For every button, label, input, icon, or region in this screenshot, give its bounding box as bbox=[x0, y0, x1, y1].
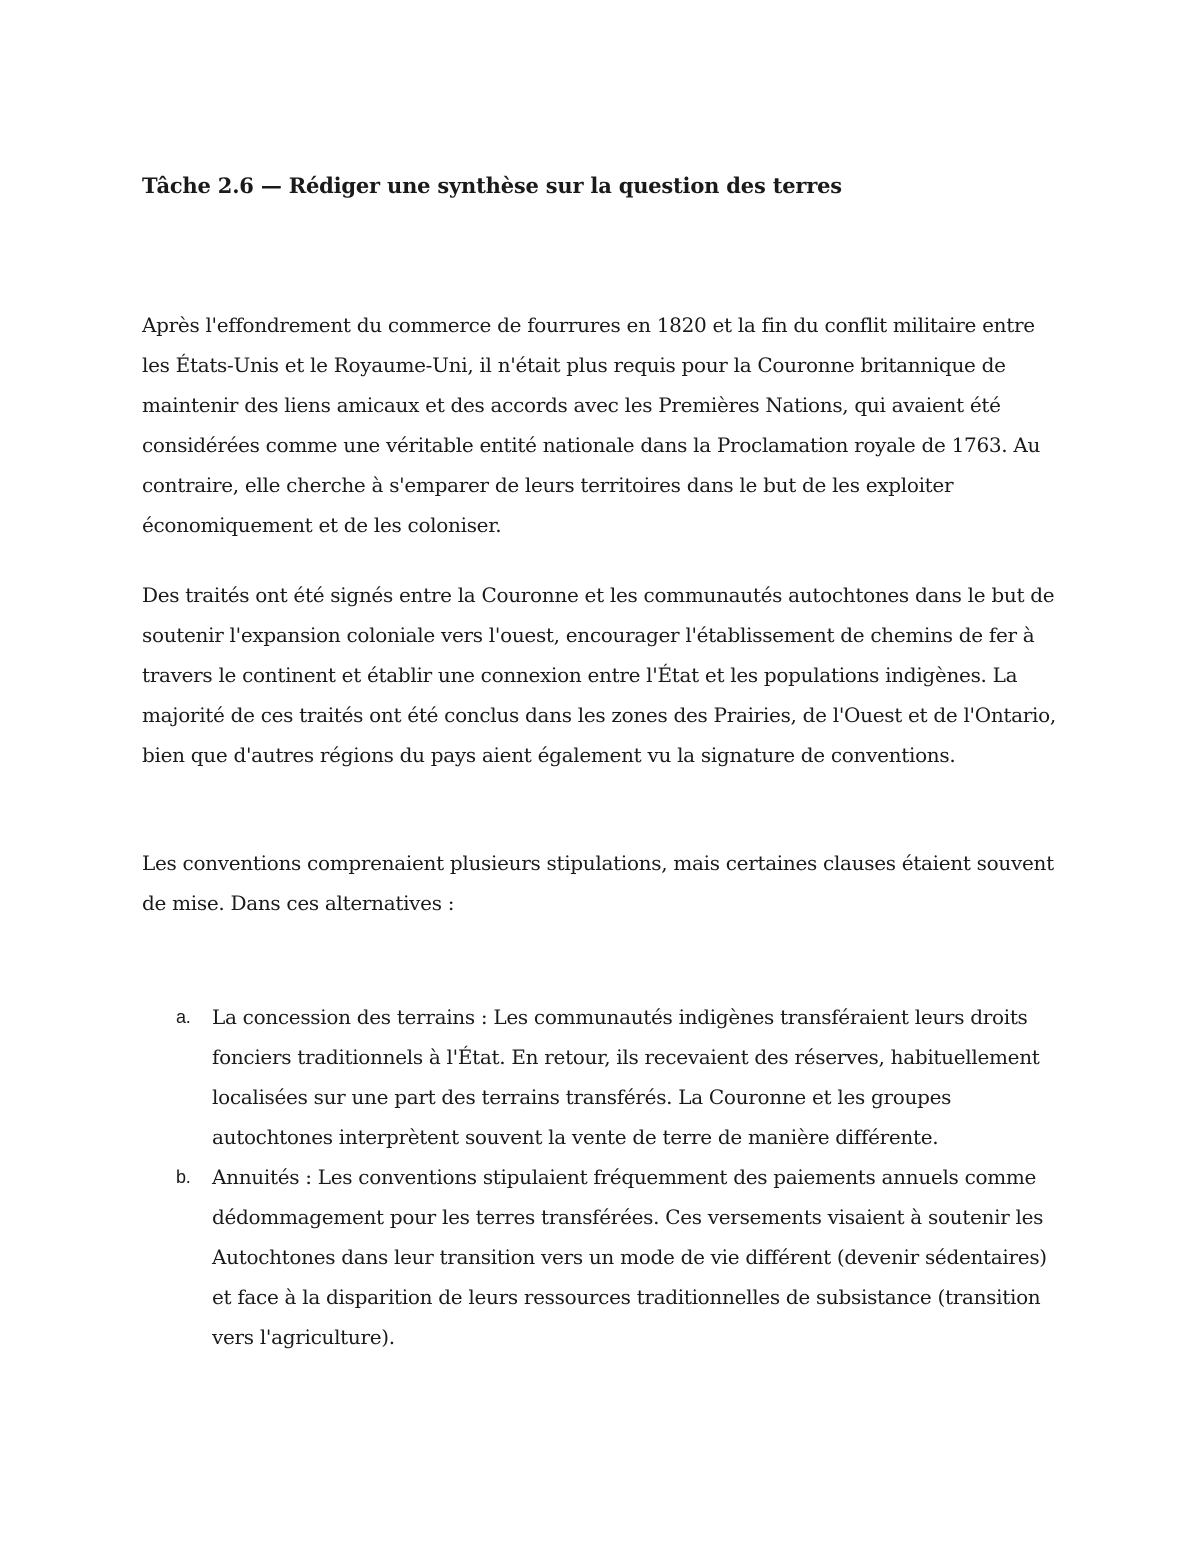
list-item bbox=[142, 1157, 1067, 1357]
paragraph-conventions: Les conventions comprenaient plusieurs stipulations, mais certaines clauses étaient souvent de mise. Dans ces alternatives : bbox=[142, 851, 1054, 915]
list-item bbox=[142, 997, 1067, 1157]
paragraph-intro: Après l'effondrement du commerce de fourrures en 1820 et la fin du conflit militaire entre les États-Unis et le Royaume-Uni, il n'était plus requis pour la Couronne britannique de maintenir des liens amicaux et des accords avec les Premières Nations, qui avaient été considérées comme une véritable entité nationale dans la Proclamation royale de 1763. Au contraire, elle cherche à s'emparer de leurs territoires dans le but de les exploiter économiquement et de les coloniser. bbox=[142, 313, 1041, 537]
list-marker: b. bbox=[176, 1167, 191, 1187]
list-marker: a. bbox=[176, 1007, 191, 1027]
stipulations-list bbox=[142, 997, 1067, 1357]
list-item-text: Annuités : Les conventions stipulaient fréquemment des paiements annuels comme dédommagement pour les terres transférées. Ces versements visaient à soutenir les Autochtones dans leur transition vers un mode de vie différent (devenir sédentaires) et face à la disparition de leurs ressources traditionnelles de subsistance (transition vers l'agriculture). bbox=[212, 1165, 1047, 1349]
document-title: Tâche 2.6 — Rédiger une synthèse sur la question des terres bbox=[142, 173, 842, 198]
list-item-text: La concession des terrains : Les communautés indigènes transféraient leurs droits fonciers traditionnels à l'État. En retour, ils recevaient des réserves, habituellement localisées sur une part des terrains transférés. La Couronne et les groupes autochtones interprètent souvent la vente de terre de manière différente. bbox=[212, 1005, 1040, 1149]
paragraph-treaties: Des traités ont été signés entre la Couronne et les communautés autochtones dans le but de soutenir l'expansion coloniale vers l'ouest, encourager l'établissement de chemins de fer à travers le continent et établir une connexion entre l'État et les populations indigènes. La majorité de ces traités ont été conclus dans les zones des Prairies, de l'Ouest et de l'Ontario, bien que d'autres régions du pays aient également vu la signature de conventions. bbox=[142, 583, 1056, 767]
